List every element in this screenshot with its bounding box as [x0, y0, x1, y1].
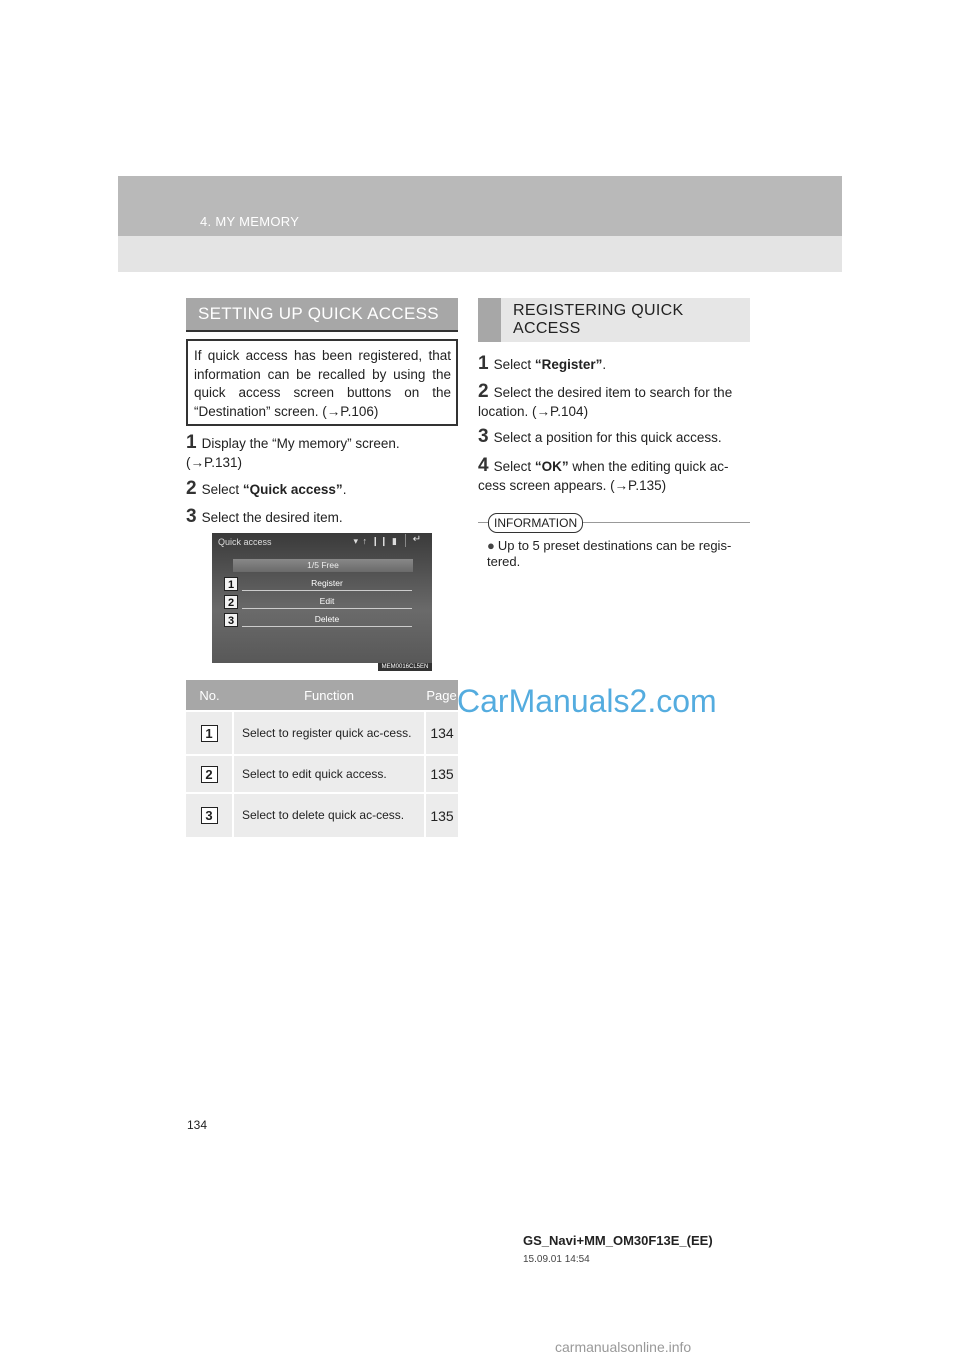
callout-badge-1: 1: [224, 577, 238, 591]
edit-button: Edit: [242, 594, 412, 609]
step-number: 3: [478, 426, 489, 447]
step-text: Select: [493, 459, 535, 474]
step-number: 4: [478, 455, 489, 476]
col-header-no: No.: [186, 680, 233, 711]
left-step-2: [186, 479, 458, 499]
step-number: 1: [186, 432, 197, 453]
col-header-function: Function: [233, 680, 425, 711]
step-number: 1: [478, 353, 489, 374]
right-step-4: [478, 456, 750, 495]
document-code: GS_Navi+MM_OM30F13E_(EE): [523, 1233, 713, 1248]
callout-badge-2: 2: [224, 595, 238, 609]
right-step-2: [478, 382, 750, 421]
function-table: [186, 680, 458, 837]
intro-text: If quick access has been registered, that information can be recalled by using the quick access screen buttons on the “Destination” screen. (→P.106): [186, 339, 458, 426]
step-number: 2: [478, 381, 489, 402]
step-text: Select: [201, 482, 243, 497]
left-section-heading: SETTING UP QUICK ACCESS: [186, 298, 458, 330]
step-text: Display the “My memory” screen. (→P.131): [186, 436, 400, 470]
step-emphasis: “Quick access”: [242, 482, 343, 497]
screen-title: Quick access: [218, 537, 272, 547]
document-date: 15.09.01 14:54: [523, 1254, 590, 1265]
callout-badge-3: 3: [224, 613, 238, 627]
status-icons: ▾ ↑ ❙❙ ▮: [353, 536, 398, 546]
free-slots-bar: 1/5 Free: [233, 559, 413, 572]
table-row: [186, 711, 458, 755]
row-number-cell: [186, 755, 233, 793]
row-number-cell: [186, 711, 233, 755]
delete-button: Delete: [242, 612, 412, 627]
footer-site-logo: carmanualsonline.info: [555, 1339, 692, 1355]
image-code: MEM0016CL5EN: [378, 663, 432, 671]
col-header-page: Page: [425, 680, 458, 711]
step-emphasis: “Register”: [534, 357, 603, 372]
step-text-end: .: [602, 357, 607, 372]
left-step-3: [186, 507, 458, 527]
quick-access-screenshot: [212, 533, 432, 663]
page-cell: 135: [425, 755, 458, 793]
function-cell: Select to delete quick ac-cess.: [233, 793, 425, 837]
step-number: 2: [186, 478, 197, 499]
page-cell: 135: [425, 793, 458, 837]
right-step-1: [478, 354, 750, 374]
number-badge: 2: [201, 766, 218, 783]
step-text: Select the desired item.: [201, 510, 343, 525]
number-badge: 3: [201, 807, 218, 824]
heading-rule: [186, 330, 458, 332]
table-header-row: [186, 680, 458, 711]
right-heading-text: REGISTERING QUICK ACCESS: [513, 302, 684, 337]
header-subband: [118, 236, 842, 272]
section-title: 4. MY MEMORY: [200, 214, 300, 229]
table-row: [186, 793, 458, 837]
heading-accent-bar: [478, 298, 501, 342]
function-cell: Select to edit quick access.: [233, 755, 425, 793]
left-step-1: [186, 433, 458, 472]
step-emphasis: “OK”: [534, 459, 569, 474]
watermark: CarManuals2.com: [457, 683, 717, 719]
back-icon: ↵: [405, 534, 428, 547]
step-text: Select the desired item to search for the location. (→P.104): [478, 385, 733, 419]
right-section-heading: [478, 298, 750, 342]
table-row: [186, 755, 458, 793]
right-step-3: [478, 427, 750, 447]
step-number: 3: [186, 506, 197, 527]
step-text-end: .: [342, 482, 347, 497]
information-label: INFORMATION: [488, 513, 583, 533]
step-text-end: when the editing quick ac-cess screen appears. (→P.135): [478, 459, 729, 493]
information-note: [487, 538, 749, 570]
row-number-cell: [186, 793, 233, 837]
information-text: Up to 5 preset destinations can be regis-tered.: [487, 538, 732, 569]
step-text: Select: [493, 357, 535, 372]
page-number: 134: [187, 1118, 208, 1132]
page-cell: 134: [425, 711, 458, 755]
number-badge: 1: [201, 725, 218, 742]
register-button: Register: [242, 576, 412, 591]
bullet-icon: ●: [487, 538, 495, 553]
function-cell: Select to register quick ac-cess.: [233, 711, 425, 755]
step-text: Select a position for this quick access.: [493, 430, 722, 445]
